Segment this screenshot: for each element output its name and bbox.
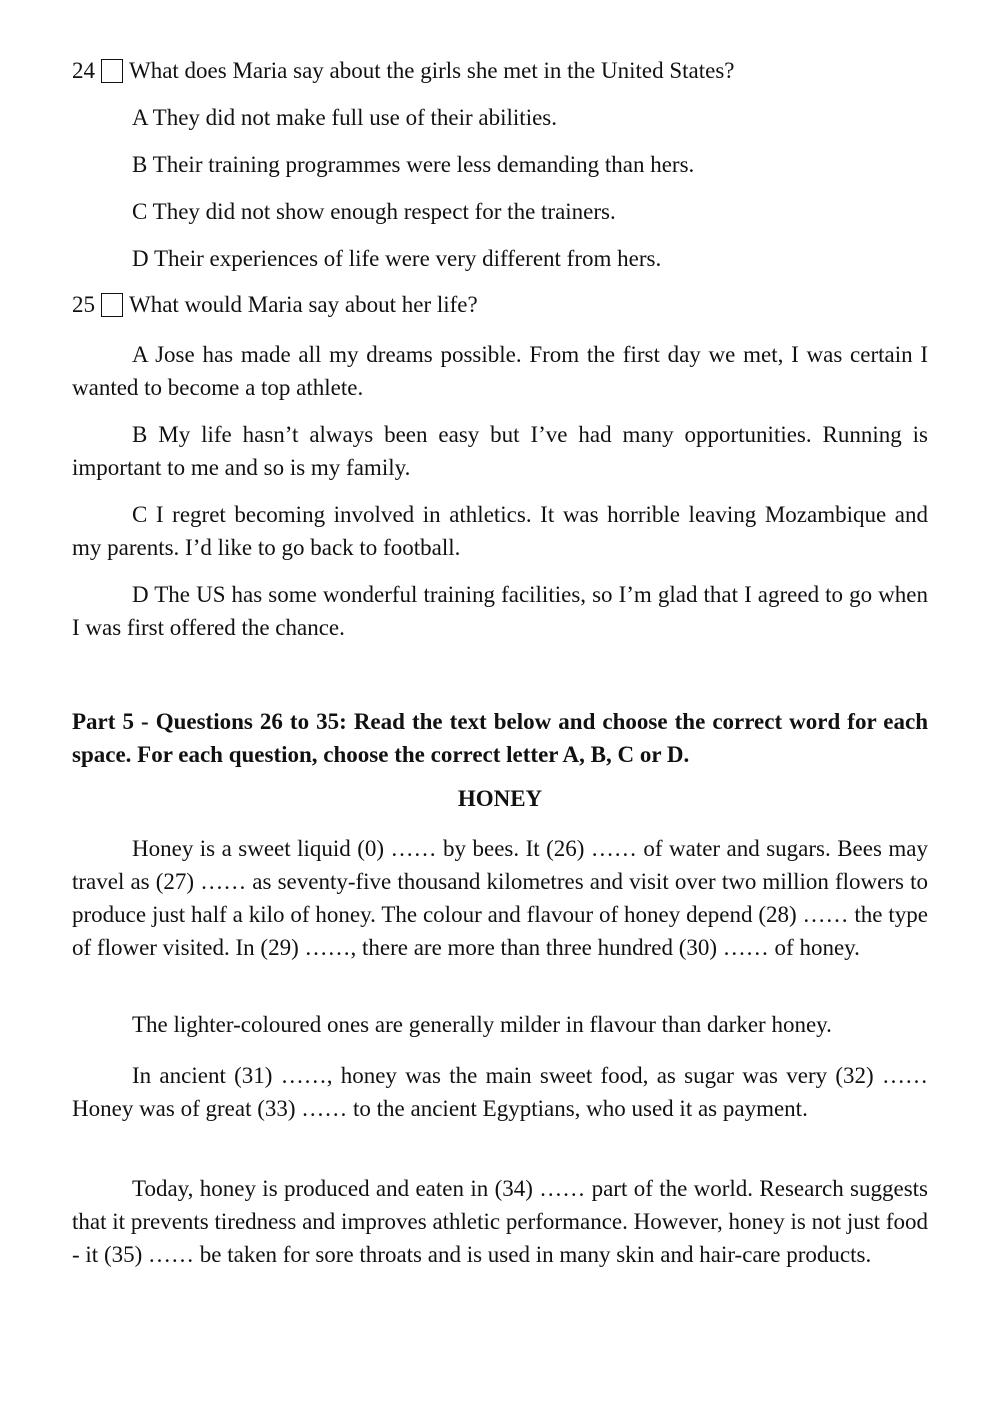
question-24-option-b: B Their training programmes were less demanding than hers. bbox=[132, 152, 695, 177]
question-24-text: What does Maria say about the girls she met in the United States? bbox=[129, 58, 735, 83]
question-24-option-c: C They did not show enough respect for the trainers. bbox=[132, 199, 616, 224]
question-24-number: 24 bbox=[72, 58, 95, 83]
passage-title: HONEY bbox=[457, 786, 543, 811]
question-25-option-d: D The US has some wonderful training facilities, so I’m glad that I agreed to go when I was first offered the chance. bbox=[72, 582, 928, 640]
question-25-option-a: A Jose has made all my dreams possible. From the first day we met, I was certain I wanted to become a top athlete. bbox=[72, 342, 928, 400]
passage-paragraph-2: The lighter-coloured ones are generally milder in flavour than darker honey. bbox=[132, 1012, 832, 1037]
question-25-option-c: C I regret becoming involved in athletics. It was horrible leaving Mozambique and my parents. I’d like to go back to football. bbox=[72, 502, 928, 560]
question-25 bbox=[72, 292, 478, 318]
question-25-text: What would Maria say about her life? bbox=[129, 292, 478, 317]
passage-paragraph-1: Honey is a sweet liquid (0) …… by bees. It (26) …… of water and sugars. Bees may travel as (27) …… as seventy-five thousand kilometres and visit over two million flowers to produce just half a kilo of honey. The colour and flavour of honey depend (28) …… the type of flower visited. In (29) ……, there are more than three hundred (30) …… of honey. bbox=[72, 836, 928, 960]
question-25-number: 25 bbox=[72, 292, 95, 317]
question-24 bbox=[72, 58, 735, 84]
question-24-answer-box[interactable] bbox=[101, 59, 123, 83]
question-24-option-a: A They did not make full use of their abilities. bbox=[132, 105, 557, 130]
question-25-answer-box[interactable] bbox=[101, 293, 123, 317]
question-25-option-b: B My life hasn’t always been easy but I’ve had many opportunities. Running is important to me and so is my family. bbox=[72, 422, 928, 480]
part5-instructions: Part 5 - Questions 26 to 35: Read the text below and choose the correct word for each space. For each question, choose the correct letter A, B, C or D. bbox=[72, 709, 928, 767]
question-24-option-d: D Their experiences of life were very different from hers. bbox=[132, 246, 662, 271]
passage-paragraph-4: Today, honey is produced and eaten in (34) …… part of the world. Research suggests that it prevents tiredness and improves athletic performance. However, honey is not just food - it (35) …… be taken for sore throats and is used in many skin and hair-care products. bbox=[72, 1176, 928, 1267]
passage-paragraph-3: In ancient (31) ……, honey was the main sweet food, as sugar was very (32) …… Honey was of great (33) …… to the ancient Egyptians, who used it as payment. bbox=[72, 1063, 928, 1121]
